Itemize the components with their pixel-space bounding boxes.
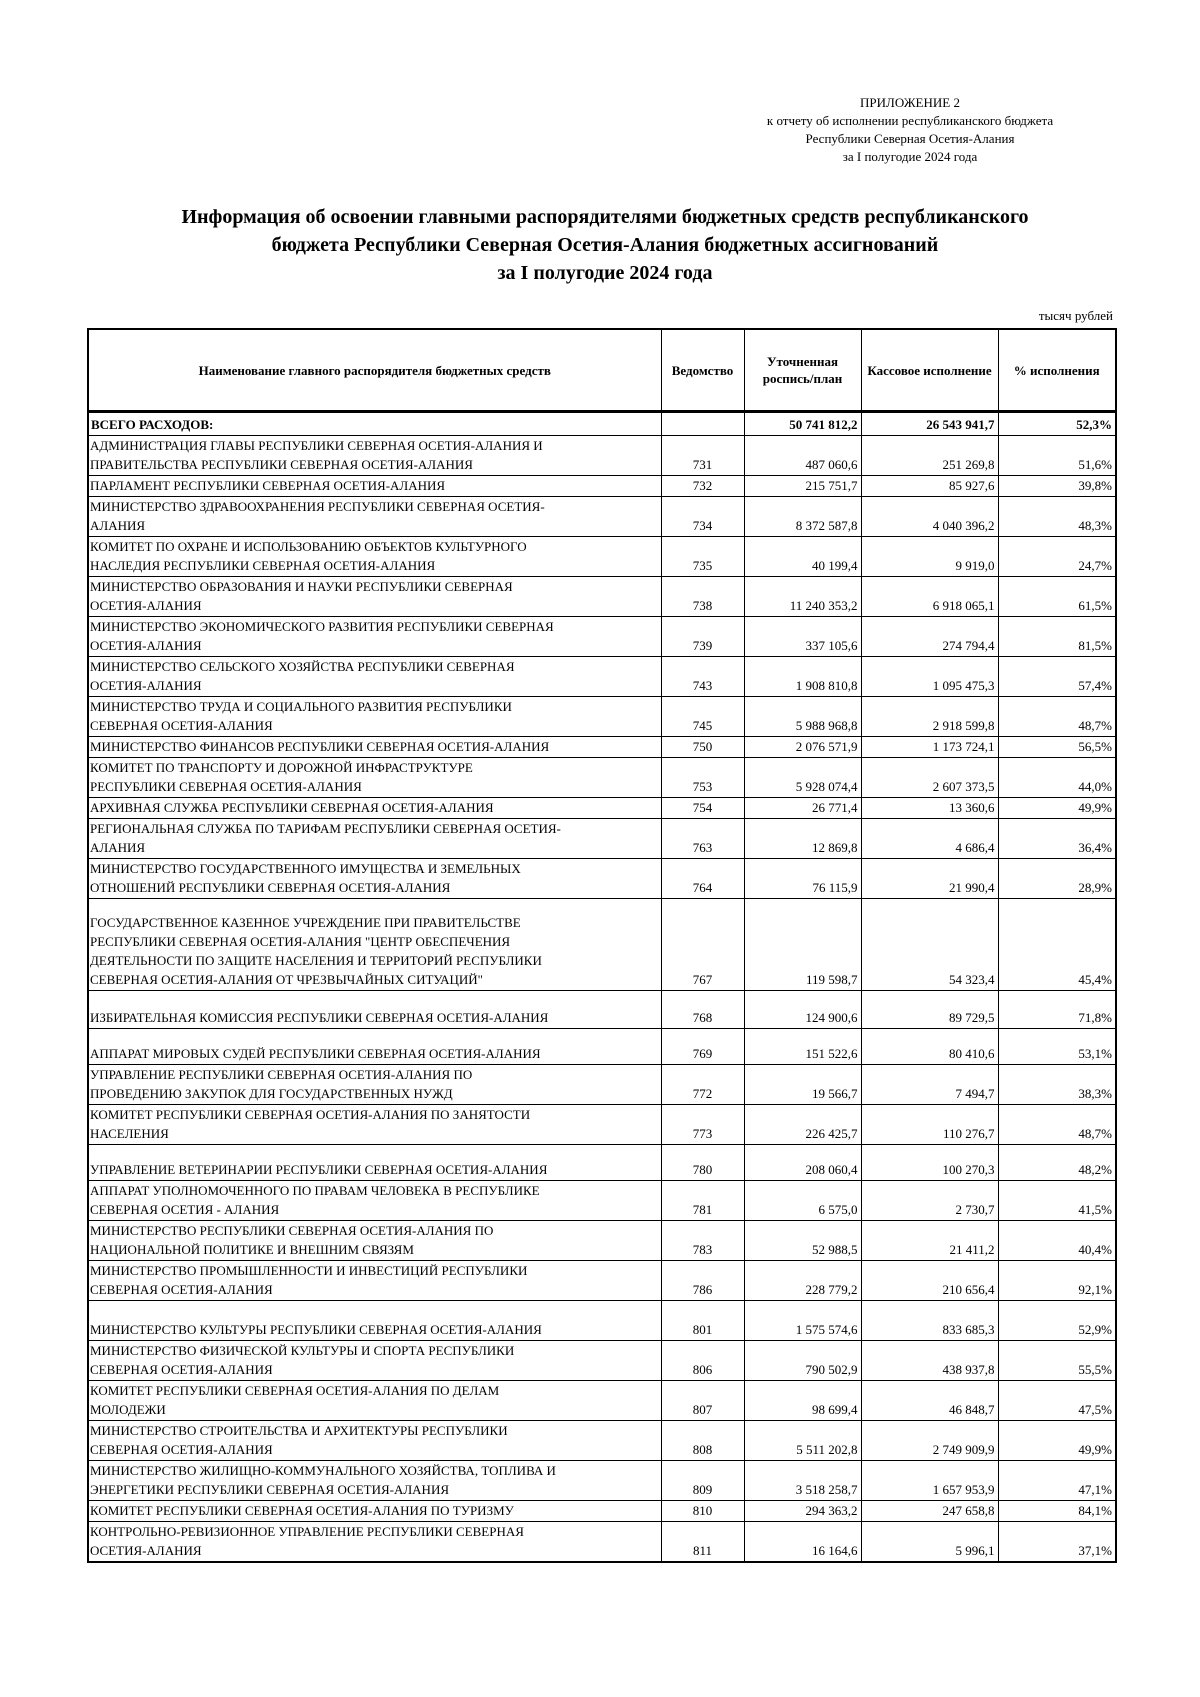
row-plan: 151 522,6 — [744, 1029, 861, 1065]
row-dept: 810 — [661, 1501, 744, 1522]
total-actual: 26 543 941,7 — [861, 412, 998, 436]
row-name — [88, 991, 661, 1029]
row-name — [88, 819, 661, 859]
row-plan: 98 699,4 — [744, 1381, 861, 1421]
row-dept: 732 — [661, 476, 744, 497]
row-plan: 228 779,2 — [744, 1261, 861, 1301]
row-dept: 769 — [661, 1029, 744, 1065]
table-row — [88, 476, 1116, 497]
row-name-line: СЕВЕРНАЯ ОСЕТИЯ-АЛАНИЯ — [90, 1442, 273, 1457]
table-row — [88, 1105, 1116, 1145]
row-plan: 208 060,4 — [744, 1145, 861, 1181]
row-name-line: ПРАВИТЕЛЬСТВА РЕСПУБЛИКИ СЕВЕРНАЯ ОСЕТИЯ-АЛАНИЯ — [90, 457, 473, 472]
row-actual: 2 918 599,8 — [861, 697, 998, 737]
row-actual: 1 657 953,9 — [861, 1461, 998, 1501]
row-plan: 8 372 587,8 — [744, 497, 861, 537]
row-name-line: ЭНЕРГЕТИКИ РЕСПУБЛИКИ СЕВЕРНАЯ ОСЕТИЯ-АЛАНИЯ — [90, 1482, 450, 1497]
row-percent: 38,3% — [998, 1065, 1116, 1105]
row-name — [88, 697, 661, 737]
row-actual: 1 173 724,1 — [861, 737, 998, 758]
row-name — [88, 1065, 661, 1105]
row-name — [88, 1261, 661, 1301]
row-actual: 274 794,4 — [861, 617, 998, 657]
row-dept: 806 — [661, 1341, 744, 1381]
row-plan: 11 240 353,2 — [744, 577, 861, 617]
row-name-line: СЕВЕРНАЯ ОСЕТИЯ-АЛАНИЯ — [90, 1362, 273, 1377]
column-header-actual: Кассовое исполнение — [861, 329, 998, 412]
row-plan: 52 988,5 — [744, 1221, 861, 1261]
row-percent: 48,7% — [998, 697, 1116, 737]
row-plan: 16 164,6 — [744, 1522, 861, 1563]
row-percent: 61,5% — [998, 577, 1116, 617]
row-name — [88, 1221, 661, 1261]
units-label: тысяч рублей — [1038, 308, 1113, 323]
table-row — [88, 737, 1116, 758]
row-dept: 734 — [661, 497, 744, 537]
row-plan: 294 363,2 — [744, 1501, 861, 1522]
row-name — [88, 436, 661, 476]
title-line: за I полугодие 2024 года — [497, 262, 713, 284]
document-title — [90, 203, 1120, 287]
row-name-line: МИНИСТЕРСТВО СЕЛЬСКОГО ХОЗЯЙСТВА РЕСПУБЛИКИ СЕВЕРНАЯ — [90, 659, 515, 674]
row-plan: 6 575,0 — [744, 1181, 861, 1221]
row-actual: 85 927,6 — [861, 476, 998, 497]
row-percent: 57,4% — [998, 657, 1116, 697]
row-dept: 768 — [661, 991, 744, 1029]
total-dept — [661, 412, 744, 436]
row-plan: 1 575 574,6 — [744, 1301, 861, 1341]
row-plan: 790 502,9 — [744, 1341, 861, 1381]
row-name-line: АППАРАТ МИРОВЫХ СУДЕЙ РЕСПУБЛИКИ СЕВЕРНАЯ ОСЕТИЯ-АЛАНИЯ — [90, 1046, 541, 1061]
row-name — [88, 859, 661, 899]
annex-note — [700, 94, 1120, 166]
annex-line: ПРИЛОЖЕНИЕ 2 — [860, 95, 960, 110]
row-percent: 45,4% — [998, 899, 1116, 991]
row-name-line: КОМИТЕТ РЕСПУБЛИКИ СЕВЕРНАЯ ОСЕТИЯ-АЛАНИЯ ПО ТУРИЗМУ — [90, 1503, 514, 1518]
row-percent: 36,4% — [998, 819, 1116, 859]
row-name-line: НАЦИОНАЛЬНОЙ ПОЛИТИКЕ И ВНЕШНИМ СВЯЗЯМ — [90, 1242, 414, 1257]
row-name-line: МИНИСТЕРСТВО ПРОМЫШЛЕННОСТИ И ИНВЕСТИЦИЙ РЕСПУБЛИКИ — [90, 1263, 528, 1278]
row-name-line: СЕВЕРНАЯ ОСЕТИЯ-АЛАНИЯ ОТ ЧРЕЗВЫЧАЙНЫХ СИТУАЦИЙ" — [90, 972, 483, 987]
table-row — [88, 497, 1116, 537]
row-plan: 40 199,4 — [744, 537, 861, 577]
row-dept: 773 — [661, 1105, 744, 1145]
row-name-line: КОМИТЕТ ПО ТРАНСПОРТУ И ДОРОЖНОЙ ИНФРАСТРУКТУРЕ — [90, 760, 473, 775]
table-row — [88, 1181, 1116, 1221]
row-name-line: АДМИНИСТРАЦИЯ ГЛАВЫ РЕСПУБЛИКИ СЕВЕРНАЯ ОСЕТИЯ-АЛАНИЯ И — [90, 438, 543, 453]
total-row — [88, 412, 1116, 436]
row-actual: 2 749 909,9 — [861, 1421, 998, 1461]
table-row — [88, 1301, 1116, 1341]
row-actual: 80 410,6 — [861, 1029, 998, 1065]
row-dept: 743 — [661, 657, 744, 697]
row-percent: 28,9% — [998, 859, 1116, 899]
row-name — [88, 1105, 661, 1145]
row-dept: 738 — [661, 577, 744, 617]
row-plan: 3 518 258,7 — [744, 1461, 861, 1501]
column-header-name: Наименование главного распорядителя бюджетных средств — [88, 329, 661, 412]
row-dept: 786 — [661, 1261, 744, 1301]
total-label: ВСЕГО РАСХОДОВ: — [88, 412, 661, 436]
row-plan: 487 060,6 — [744, 436, 861, 476]
row-dept: 763 — [661, 819, 744, 859]
row-name-line: КОМИТЕТ РЕСПУБЛИКИ СЕВЕРНАЯ ОСЕТИЯ-АЛАНИЯ ПО ЗАНЯТОСТИ — [90, 1107, 531, 1122]
row-percent: 37,1% — [998, 1522, 1116, 1563]
table-row — [88, 577, 1116, 617]
row-actual: 13 360,6 — [861, 798, 998, 819]
row-name-line: МИНИСТЕРСТВО ФИЗИЧЕСКОЙ КУЛЬТУРЫ И СПОРТА РЕСПУБЛИКИ — [90, 1343, 515, 1358]
row-dept: 745 — [661, 697, 744, 737]
row-percent: 52,9% — [998, 1301, 1116, 1341]
row-name-line: МИНИСТЕРСТВО ФИНАНСОВ РЕСПУБЛИКИ СЕВЕРНАЯ ОСЕТИЯ-АЛАНИЯ — [90, 739, 550, 754]
table-row — [88, 1522, 1116, 1563]
row-plan: 5 928 074,4 — [744, 758, 861, 798]
row-dept: 772 — [661, 1065, 744, 1105]
row-name-line: КОМИТЕТ ПО ОХРАНЕ И ИСПОЛЬЗОВАНИЮ ОБЪЕКТОВ КУЛЬТУРНОГО — [90, 539, 527, 554]
row-name-line: РЕСПУБЛИКИ СЕВЕРНАЯ ОСЕТИЯ-АЛАНИЯ "ЦЕНТР ОБЕСПЕЧЕНИЯ — [90, 934, 511, 949]
row-plan: 12 869,8 — [744, 819, 861, 859]
row-name — [88, 1421, 661, 1461]
row-percent: 24,7% — [998, 537, 1116, 577]
row-percent: 55,5% — [998, 1341, 1116, 1381]
table-row — [88, 1381, 1116, 1421]
row-percent: 51,6% — [998, 436, 1116, 476]
row-name — [88, 476, 661, 497]
table-header-row — [88, 329, 1116, 412]
row-dept: 781 — [661, 1181, 744, 1221]
row-name-line: РЕГИОНАЛЬНАЯ СЛУЖБА ПО ТАРИФАМ РЕСПУБЛИКИ СЕВЕРНАЯ ОСЕТИЯ- — [90, 821, 561, 836]
row-dept: 780 — [661, 1145, 744, 1181]
row-actual: 5 996,1 — [861, 1522, 998, 1563]
row-plan: 226 425,7 — [744, 1105, 861, 1145]
row-name — [88, 758, 661, 798]
row-plan: 5 988 968,8 — [744, 697, 861, 737]
annex-line: за I полугодие 2024 года — [842, 149, 978, 164]
row-name — [88, 1341, 661, 1381]
row-name-line: АЛАНИЯ — [90, 518, 146, 533]
row-name-line: ПРОВЕДЕНИЮ ЗАКУПОК ДЛЯ ГОСУДАРСТВЕННЫХ НУЖД — [90, 1086, 453, 1101]
table-row — [88, 697, 1116, 737]
row-actual: 438 937,8 — [861, 1341, 998, 1381]
row-percent: 40,4% — [998, 1221, 1116, 1261]
row-actual: 251 269,8 — [861, 436, 998, 476]
row-percent: 44,0% — [998, 758, 1116, 798]
row-name — [88, 737, 661, 758]
row-plan: 5 511 202,8 — [744, 1421, 861, 1461]
row-dept: 750 — [661, 737, 744, 758]
row-dept: 731 — [661, 436, 744, 476]
row-name — [88, 617, 661, 657]
row-name-line: СЕВЕРНАЯ ОСЕТИЯ - АЛАНИЯ — [90, 1202, 280, 1217]
row-name-line: МИНИСТЕРСТВО ТРУДА И СОЦИАЛЬНОГО РАЗВИТИЯ РЕСПУБЛИКИ — [90, 699, 512, 714]
row-name-line: МИНИСТЕРСТВО СТРОИТЕЛЬСТВА И АРХИТЕКТУРЫ РЕСПУБЛИКИ — [90, 1423, 508, 1438]
row-name — [88, 798, 661, 819]
row-dept: 735 — [661, 537, 744, 577]
budget-table — [87, 328, 1117, 1563]
row-actual: 9 919,0 — [861, 537, 998, 577]
row-actual: 2 730,7 — [861, 1181, 998, 1221]
row-percent: 53,1% — [998, 1029, 1116, 1065]
row-name-line: ИЗБИРАТЕЛЬНАЯ КОМИССИЯ РЕСПУБЛИКИ СЕВЕРНАЯ ОСЕТИЯ-АЛАНИЯ — [90, 1010, 549, 1025]
row-name — [88, 1181, 661, 1221]
row-name-line: ГОСУДАРСТВЕННОЕ КАЗЕННОЕ УЧРЕЖДЕНИЕ ПРИ ПРАВИТЕЛЬСТВЕ — [90, 915, 521, 930]
table-row — [88, 1065, 1116, 1105]
row-plan: 26 771,4 — [744, 798, 861, 819]
row-percent: 92,1% — [998, 1261, 1116, 1301]
table-row — [88, 436, 1116, 476]
table-row — [88, 1029, 1116, 1065]
row-name-line: МИНИСТЕРСТВО КУЛЬТУРЫ РЕСПУБЛИКИ СЕВЕРНАЯ ОСЕТИЯ-АЛАНИЯ — [90, 1322, 542, 1337]
table-row — [88, 819, 1116, 859]
table-row — [88, 1261, 1116, 1301]
row-name-line: МИНИСТЕРСТВО РЕСПУБЛИКИ СЕВЕРНАЯ ОСЕТИЯ-АЛАНИЯ ПО — [90, 1223, 494, 1238]
row-percent: 48,2% — [998, 1145, 1116, 1181]
row-name — [88, 1522, 661, 1563]
row-name-line: НАСЛЕДИЯ РЕСПУБЛИКИ СЕВЕРНАЯ ОСЕТИЯ-АЛАНИЯ — [90, 558, 436, 573]
row-name-line: МОЛОДЕЖИ — [90, 1402, 166, 1417]
row-dept: 753 — [661, 758, 744, 798]
row-plan: 76 115,9 — [744, 859, 861, 899]
row-dept: 809 — [661, 1461, 744, 1501]
row-actual: 7 494,7 — [861, 1065, 998, 1105]
row-percent: 39,8% — [998, 476, 1116, 497]
table-row — [88, 657, 1116, 697]
row-name-line: РЕСПУБЛИКИ СЕВЕРНАЯ ОСЕТИЯ-АЛАНИЯ — [90, 779, 362, 794]
column-header-plan: Уточненная роспись/план — [744, 329, 861, 412]
row-name-line: МИНИСТЕРСТВО ЭКОНОМИЧЕСКОГО РАЗВИТИЯ РЕСПУБЛИКИ СЕВЕРНАЯ — [90, 619, 554, 634]
table-row — [88, 1461, 1116, 1501]
row-name-line: ОСЕТИЯ-АЛАНИЯ — [90, 598, 202, 613]
row-percent: 56,5% — [998, 737, 1116, 758]
row-plan: 2 076 571,9 — [744, 737, 861, 758]
row-name — [88, 1301, 661, 1341]
row-name-line: КОМИТЕТ РЕСПУБЛИКИ СЕВЕРНАЯ ОСЕТИЯ-АЛАНИЯ ПО ДЕЛАМ — [90, 1383, 500, 1398]
column-header-percent: % исполнения — [998, 329, 1116, 412]
row-name-line: МИНИСТЕРСТВО ЗДРАВООХРАНЕНИЯ РЕСПУБЛИКИ СЕВЕРНАЯ ОСЕТИЯ- — [90, 499, 545, 514]
row-percent: 49,9% — [998, 798, 1116, 819]
table-row — [88, 798, 1116, 819]
row-actual: 54 323,4 — [861, 899, 998, 991]
row-name — [88, 537, 661, 577]
row-dept: 783 — [661, 1221, 744, 1261]
title-line: бюджета Республики Северная Осетия-Алания бюджетных ассигнований — [271, 234, 939, 256]
row-name-line: МИНИСТЕРСТВО ГОСУДАРСТВЕННОГО ИМУЩЕСТВА И ЗЕМЕЛЬНЫХ — [90, 861, 521, 876]
row-plan: 337 105,6 — [744, 617, 861, 657]
row-percent: 47,5% — [998, 1381, 1116, 1421]
table-row — [88, 1501, 1116, 1522]
row-percent: 81,5% — [998, 617, 1116, 657]
title-line: Информация об освоении главными распорядителями бюджетных средств республиканского — [181, 206, 1029, 228]
row-name-line: ПАРЛАМЕНТ РЕСПУБЛИКИ СЕВЕРНАЯ ОСЕТИЯ-АЛАНИЯ — [90, 478, 446, 493]
total-plan: 50 741 812,2 — [744, 412, 861, 436]
table-row — [88, 1421, 1116, 1461]
table-row — [88, 991, 1116, 1029]
row-plan: 119 598,7 — [744, 899, 861, 991]
row-percent: 41,5% — [998, 1181, 1116, 1221]
table-row — [88, 758, 1116, 798]
row-name-line: НАСЕЛЕНИЯ — [90, 1126, 169, 1141]
row-actual: 2 607 373,5 — [861, 758, 998, 798]
row-name — [88, 657, 661, 697]
row-name — [88, 1145, 661, 1181]
column-header-dept: Ведомство — [661, 329, 744, 412]
row-name-line: СЕВЕРНАЯ ОСЕТИЯ-АЛАНИЯ — [90, 718, 273, 733]
row-name-line: УПРАВЛЕНИЕ ВЕТЕРИНАРИИ РЕСПУБЛИКИ СЕВЕРНАЯ ОСЕТИЯ-АЛАНИЯ — [90, 1162, 548, 1177]
row-dept: 807 — [661, 1381, 744, 1421]
row-plan: 19 566,7 — [744, 1065, 861, 1105]
row-name — [88, 577, 661, 617]
row-plan: 124 900,6 — [744, 991, 861, 1029]
row-name-line: ДЕЯТЕЛЬНОСТИ ПО ЗАЩИТЕ НАСЕЛЕНИЯ И ТЕРРИТОРИЙ РЕСПУБЛИКИ — [90, 953, 542, 968]
table-row — [88, 1341, 1116, 1381]
row-name-line: ОСЕТИЯ-АЛАНИЯ — [90, 638, 202, 653]
table-row — [88, 617, 1116, 657]
row-dept: 801 — [661, 1301, 744, 1341]
row-dept: 739 — [661, 617, 744, 657]
row-name-line: АРХИВНАЯ СЛУЖБА РЕСПУБЛИКИ СЕВЕРНАЯ ОСЕТИЯ-АЛАНИЯ — [90, 800, 494, 815]
row-dept: 764 — [661, 859, 744, 899]
row-actual: 210 656,4 — [861, 1261, 998, 1301]
row-name-line: СЕВЕРНАЯ ОСЕТИЯ-АЛАНИЯ — [90, 1282, 273, 1297]
table-row — [88, 859, 1116, 899]
row-plan: 1 908 810,8 — [744, 657, 861, 697]
total-percent: 52,3% — [998, 412, 1116, 436]
row-actual: 4 040 396,2 — [861, 497, 998, 537]
row-name — [88, 497, 661, 537]
row-dept: 767 — [661, 899, 744, 991]
row-actual: 21 990,4 — [861, 859, 998, 899]
row-name-line: УПРАВЛЕНИЕ РЕСПУБЛИКИ СЕВЕРНАЯ ОСЕТИЯ-АЛАНИЯ ПО — [90, 1067, 473, 1082]
row-actual: 21 411,2 — [861, 1221, 998, 1261]
row-name — [88, 1461, 661, 1501]
row-name-line: ОТНОШЕНИЙ РЕСПУБЛИКИ СЕВЕРНАЯ ОСЕТИЯ-АЛАНИЯ — [90, 880, 451, 895]
table-row — [88, 899, 1116, 991]
row-percent: 84,1% — [998, 1501, 1116, 1522]
row-percent: 49,9% — [998, 1421, 1116, 1461]
row-percent: 47,1% — [998, 1461, 1116, 1501]
row-dept: 754 — [661, 798, 744, 819]
row-actual: 1 095 475,3 — [861, 657, 998, 697]
row-actual: 247 658,8 — [861, 1501, 998, 1522]
row-actual: 833 685,3 — [861, 1301, 998, 1341]
row-name-line: АЛАНИЯ — [90, 840, 146, 855]
row-actual: 110 276,7 — [861, 1105, 998, 1145]
row-name — [88, 899, 661, 991]
row-name — [88, 1501, 661, 1522]
row-name-line: ОСЕТИЯ-АЛАНИЯ — [90, 678, 202, 693]
row-actual: 4 686,4 — [861, 819, 998, 859]
row-name — [88, 1029, 661, 1065]
table-row — [88, 1221, 1116, 1261]
row-percent: 48,7% — [998, 1105, 1116, 1145]
row-actual: 100 270,3 — [861, 1145, 998, 1181]
row-name-line: АППАРАТ УПОЛНОМОЧЕННОГО ПО ПРАВАМ ЧЕЛОВЕКА В РЕСПУБЛИКЕ — [90, 1183, 540, 1198]
row-actual: 46 848,7 — [861, 1381, 998, 1421]
row-dept: 811 — [661, 1522, 744, 1563]
row-name-line: МИНИСТЕРСТВО ЖИЛИЩНО-КОММУНАЛЬНОГО ХОЗЯЙСТВА, ТОПЛИВА И — [90, 1463, 556, 1478]
row-percent: 71,8% — [998, 991, 1116, 1029]
table-row — [88, 537, 1116, 577]
row-actual: 89 729,5 — [861, 991, 998, 1029]
row-name-line: ОСЕТИЯ-АЛАНИЯ — [90, 1543, 202, 1558]
annex-line: Республики Северная Осетия-Алания — [805, 131, 1015, 146]
row-plan: 215 751,7 — [744, 476, 861, 497]
row-actual: 6 918 065,1 — [861, 577, 998, 617]
table-row — [88, 1145, 1116, 1181]
row-name — [88, 1381, 661, 1421]
annex-line: к отчету об исполнении республиканского бюджета — [766, 113, 1054, 128]
row-dept: 808 — [661, 1421, 744, 1461]
row-name-line: МИНИСТЕРСТВО ОБРАЗОВАНИЯ И НАУКИ РЕСПУБЛИКИ СЕВЕРНАЯ — [90, 579, 513, 594]
row-name-line: КОНТРОЛЬНО-РЕВИЗИОННОЕ УПРАВЛЕНИЕ РЕСПУБЛИКИ СЕВЕРНАЯ — [90, 1524, 524, 1539]
row-percent: 48,3% — [998, 497, 1116, 537]
